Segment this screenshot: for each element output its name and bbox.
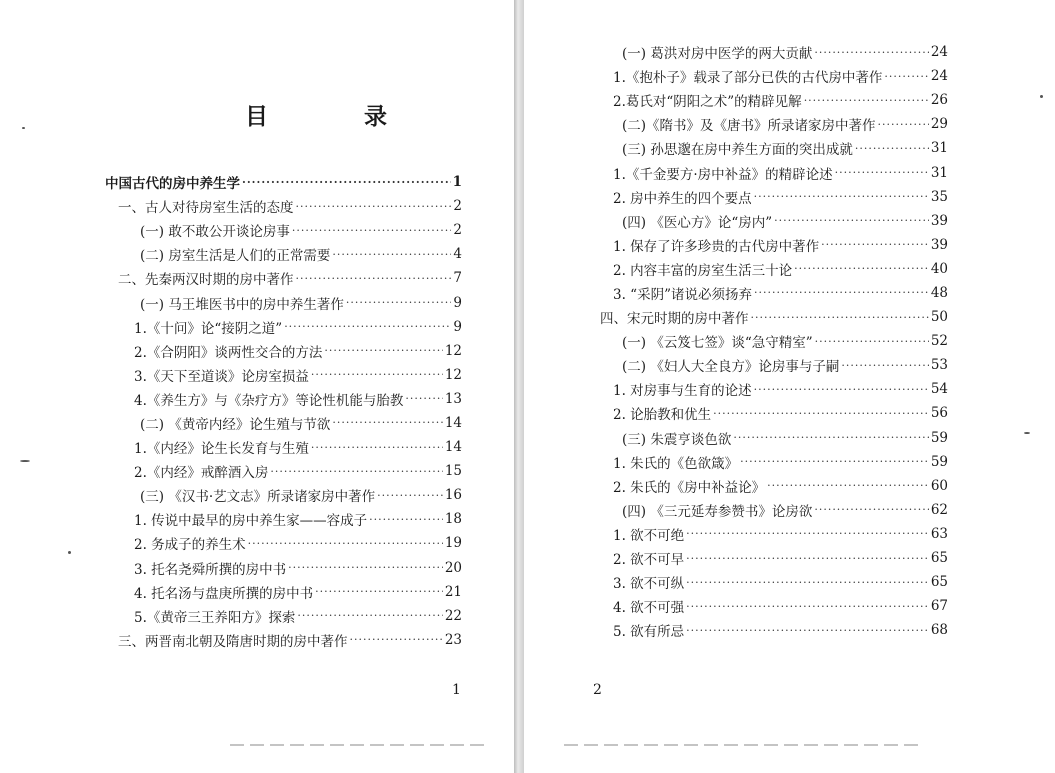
toc-entry [524,450,948,474]
toc-entry [524,160,948,184]
toc-entry-page: 60 [930,477,948,494]
dot-leader [315,585,443,598]
toc-entry-title: (一) 敢不敢公开谈论房事 [140,224,290,241]
page-number: 1 [452,682,461,698]
toc-entry-title: (二) 《妇人大全良方》论房事与子嗣 [622,359,840,376]
dot-leader [296,272,452,285]
toc-list-left [0,170,462,652]
dot-leader [751,311,929,324]
dot-leader [767,479,929,492]
toc-entry [524,112,948,136]
scan-speck [22,127,25,129]
toc-entry-page: 12 [444,342,462,359]
toc-entry-page: 24 [930,68,948,85]
toc-entry-page: 39 [930,212,948,229]
toc-entry [524,40,948,64]
toc-entry-title: (二) 房室生活是人们的正常需要 [140,248,331,265]
toc-entry-page: 24 [930,44,948,61]
toc-entry-page: 68 [930,622,948,639]
dot-leader [754,190,929,203]
toc-entry-title: 四、宋元时期的房中著作 [600,311,749,328]
dot-leader [324,344,442,357]
toc-entry [0,604,462,628]
toc-entry-page: 9 [453,294,462,311]
dot-leader [332,416,442,429]
toc-entry [0,507,462,531]
dot-leader [292,224,452,237]
toc-entry-title: 1. 朱氏的《色欲箴》 [613,455,739,472]
toc-entry [0,483,462,507]
toc-entry-title: 1. 传说中最早的房中养生家——容成子 [134,513,368,530]
toc-entry-title: 4.《养生方》与《杂疗方》等论性机能与胎教 [134,392,404,409]
dot-leader [270,465,442,478]
toc-entry-title: (二)《隋书》及《唐书》所录诸家房中著作 [622,118,876,135]
dot-leader [369,513,443,526]
dot-leader [346,296,452,309]
toc-entry-title: 1.《内经》论生长发育与生殖 [134,441,309,458]
toc-entry-title: 3. 欲不可纵 [613,576,685,593]
dot-leader [713,407,929,420]
toc-entry-page: 14 [444,414,462,431]
toc-entry-page: 59 [930,429,948,446]
toc-entry [524,426,948,450]
toc-entry [524,570,948,594]
toc-entry [524,353,948,377]
toc-entry-title: 1. 欲不可绝 [613,527,685,544]
dot-leader [297,609,442,622]
dot-leader [686,576,929,589]
dot-leader [804,94,929,107]
toc-entry-page: 53 [930,357,948,374]
dot-leader [733,431,928,444]
toc-entry [524,305,948,329]
toc-entry-page: 2 [453,222,462,239]
scan-speck [1024,432,1030,434]
toc-entry-title: 4. 欲不可强 [613,600,685,617]
toc-entry-title: 2. 欲不可早 [613,552,685,569]
toc-entry-page: 67 [930,598,948,615]
toc-entry [0,363,462,387]
scan-speck [20,460,30,462]
dot-leader [248,537,443,550]
dot-leader [835,166,929,179]
dot-leader [821,238,929,251]
right-page [524,0,1055,773]
toc-entry-page: 7 [453,270,462,287]
toc-entry [524,546,948,570]
toc-entry [0,218,462,242]
toc-entry-title: 1.《抱朴子》载录了部分已佚的古代房中著作 [613,70,883,87]
toc-entry [524,88,948,112]
toc-entry-title: 2. 内容丰富的房室生活三十论 [613,262,793,279]
toc-entry-title: (四) 《三元延寿参赞书》论房欲 [622,503,813,520]
toc-entry [0,194,462,218]
toc-entry [0,290,462,314]
toc-entry-page: 12 [444,366,462,383]
toc-entry [524,329,948,353]
toc-entry-title: 2. 务成子的养生术 [134,537,246,554]
scan-speck [68,551,71,554]
dot-leader [686,600,929,613]
book-gutter [514,0,524,773]
toc-entry [0,315,462,339]
toc-entry-title: 2. 房中养生的四个要点 [613,190,752,207]
dot-leader [841,359,928,372]
toc-entry [0,387,462,411]
toc-entry-title: 3. 托名尧舜所撰的房中书 [134,561,287,578]
toc-entry-title: (三) 孙思邈在房中养生方面的突出成就 [622,142,853,159]
toc-entry-page: 65 [930,574,948,591]
toc-entry-title: 4. 托名汤与盘庚所撰的房中书 [134,585,314,602]
toc-entry [0,556,462,580]
toc-entry [524,377,948,401]
dot-leader [740,455,929,468]
toc-entry [524,594,948,618]
toc-entry-page: 31 [930,140,948,157]
toc-entry-page: 18 [444,511,462,528]
toc-entry [524,281,948,305]
toc-entry-title: 2. 朱氏的《房中补益论》 [613,479,766,496]
dot-leader [288,561,443,574]
toc-entry [524,136,948,160]
toc-entry-page: 39 [930,236,948,253]
dot-leader [855,142,929,155]
toc-entry [0,435,462,459]
toc-entry [0,266,462,290]
dot-leader [686,527,929,540]
toc-entry [524,498,948,522]
toc-entry [524,618,948,642]
toc-entry-page: 21 [444,583,462,600]
dot-leader [878,118,929,131]
dot-leader [814,503,928,516]
toc-entry [0,170,462,194]
toc-entry-title: 二、先秦两汉时期的房中著作 [118,272,294,289]
toc-entry-page: 16 [444,487,462,504]
toc-entry [524,522,948,546]
dot-leader [332,248,451,261]
toc-entry [0,459,462,483]
toc-entry-title: 3.《天下至道谈》论房室损益 [134,368,309,385]
toc-entry-page: 15 [444,463,462,480]
toc-entry-page: 59 [930,453,948,470]
toc-entry-title: 1. 保存了许多珍贵的古代房中著作 [613,238,820,255]
toc-entry-title: 2.《内经》戒醉酒入房 [134,465,269,482]
toc-entry-page: 1 [452,174,462,191]
toc-entry-title: 3. “采阴”诸说必须扬弃 [613,286,752,303]
toc-entry-page: 35 [930,188,948,205]
dot-leader [774,214,929,227]
toc-entry-page: 23 [444,631,462,648]
toc-entry-page: 13 [444,390,462,407]
toc-entry [524,401,948,425]
toc-entry-title: (一) 《云笈七签》谈“急守精室” [622,335,813,352]
toc-entry-title: 一、古人对待房室生活的态度 [118,200,294,217]
toc-entry-page: 50 [930,309,948,326]
toc-entry-page: 26 [930,92,948,109]
toc-entry-title: 1. 对房事与生育的论述 [613,383,752,400]
toc-entry-title: 5.《黄帝三王养阳方》探索 [134,609,296,626]
toc-entry-title: (四) 《医心方》论“房内” [622,214,773,231]
dot-leader [686,624,929,637]
dot-leader [686,552,929,565]
dot-leader [350,633,443,646]
toc-entry [0,242,462,266]
toc-entry-title: 2.《合阴阳》谈两性交合的方法 [134,344,323,361]
toc-entry-title: 中国古代的房中养生学 [105,176,240,193]
toc-entry [0,411,462,435]
toc-entry-page: 54 [930,381,948,398]
toc-entry [0,339,462,363]
toc-entry-title: 1.《千金要方·房中补益》的精辟论述 [613,166,833,183]
toc-entry-page: 40 [930,260,948,277]
toc-entry-page: 20 [444,559,462,576]
dot-leader [815,335,929,348]
toc-entry-title: 2. 论胎教和优生 [613,407,712,424]
toc-entry [0,580,462,604]
toc-entry-page: 62 [930,501,948,518]
toc-entry-page: 14 [444,439,462,456]
toc-entry-page: 56 [930,405,948,422]
toc-entry-title: (三) 朱震亨谈色欲 [622,431,732,448]
dot-leader [814,46,928,59]
dot-leader [754,286,929,299]
toc-entry [524,185,948,209]
toc-entry-page: 2 [453,198,462,215]
toc-entry-title: (一) 马王堆医书中的房中养生著作 [140,296,344,313]
toc-list-right [524,40,948,642]
dot-leader [754,383,929,396]
dot-leader [405,392,442,405]
scan-artifact [230,744,490,746]
toc-entry [0,628,462,652]
toc-entry [524,64,948,88]
toc-entry-title: (一) 葛洪对房中医学的两大贡献 [622,46,813,63]
toc-entry-title: 5. 欲有所忌 [613,624,685,641]
toc-entry [524,474,948,498]
toc-entry-page: 65 [930,550,948,567]
dot-leader [242,176,451,189]
dot-leader [311,368,443,381]
dot-leader [296,200,452,213]
dot-leader [884,70,928,83]
toc-entry-page: 22 [444,607,462,624]
toc-entry-page: 4 [453,246,462,263]
scan-speck [1040,95,1043,98]
left-page [0,0,514,773]
toc-entry-title: 2.葛氏对“阴阳之术”的精辟见解 [613,94,802,111]
toc-entry-title: (二) 《黄帝内经》论生殖与节欲 [140,416,331,433]
toc-title: 目 录 [245,103,432,130]
toc-entry-title: (三) 《汉书·艺文志》所录诸家房中著作 [140,489,376,506]
toc-entry [524,233,948,257]
toc-entry-page: 48 [930,284,948,301]
toc-entry-page: 9 [453,318,462,335]
page-number: 2 [593,682,602,698]
toc-entry-title: 三、两晋南北朝及隋唐时期的房中著作 [118,633,348,650]
toc-entry-page: 29 [930,116,948,133]
dot-leader [794,262,929,275]
toc-entry [524,257,948,281]
toc-entry-page: 63 [930,525,948,542]
dot-leader [311,441,443,454]
toc-entry-page: 31 [930,164,948,181]
toc-entry-page: 19 [444,535,462,552]
scan-artifact [564,744,924,746]
toc-entry [524,209,948,233]
dot-leader [284,320,451,333]
toc-entry-page: 52 [930,333,948,350]
dot-leader [377,489,443,502]
toc-entry-title: 1.《十问》论“接阴之道” [134,320,283,337]
